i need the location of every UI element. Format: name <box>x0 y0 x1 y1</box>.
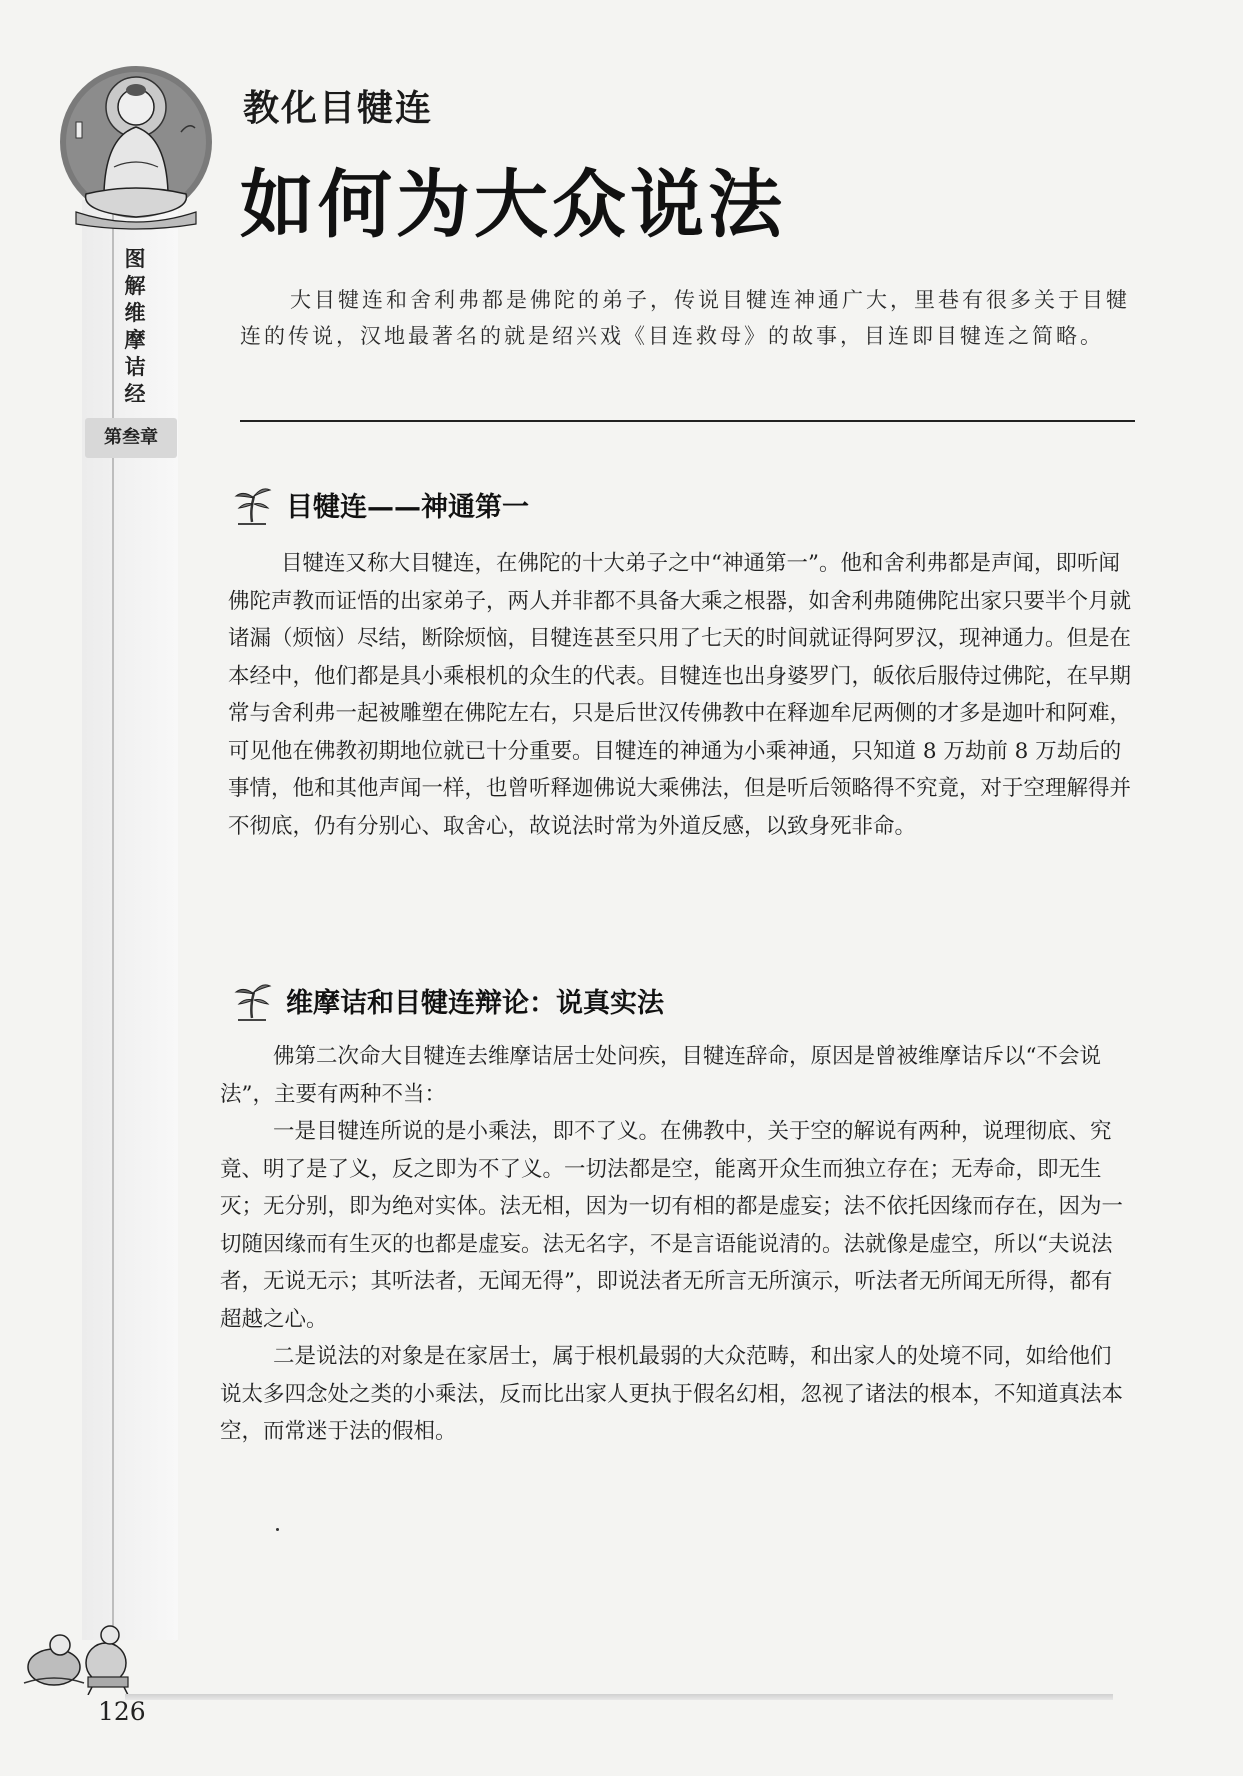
intro-paragraph: 大目犍连和舍利弗都是佛陀的弟子，传说目犍连神通广大，里巷有很多关于目犍连的传说，汉地最著名的就是绍兴戏《目连救母》的故事，目连即目犍连之简略。 <box>240 288 1130 348</box>
buddha-illustration <box>56 62 216 232</box>
chapter-tab: 第叁章 <box>85 418 177 458</box>
tree-icon <box>230 482 274 526</box>
intro-divider <box>240 420 1135 422</box>
monks-illustration <box>14 1605 144 1695</box>
stray-mark <box>276 1528 279 1531</box>
paragraph: 二是说法的对象是在家居士，属于根机最弱的大众范畴，和出家人的处境不同，如给他们说太多四念处之类的小乘法，反而比出家人更执于假名幻相，忽视了诸法的根本，不知道真法本空，而常迷于法的假相。 <box>220 1344 1124 1444</box>
section-heading <box>230 978 664 1022</box>
footer-rule <box>125 1694 1113 1700</box>
side-strip <box>82 200 178 1640</box>
page-number: 126 <box>98 1697 146 1726</box>
book-title-char: 经 <box>124 382 146 406</box>
book-title-char: 解 <box>124 274 146 298</box>
tree-icon <box>230 978 274 1022</box>
page-title: 如何为大众说法 <box>240 162 786 248</box>
section-body <box>228 545 1133 845</box>
section-subtitle: 教化目犍连 <box>243 88 434 129</box>
book-title-char: 维 <box>124 301 146 325</box>
book-title-char: 摩 <box>124 328 146 352</box>
paragraph: 佛第二次命大目犍连去维摩诘居士处问疾，目犍连辞命，原因是曾被维摩诘斥以“不会说法”，主要有两种不当： <box>220 1044 1101 1107</box>
section-heading <box>230 482 529 526</box>
book-title-char: 诘 <box>124 355 146 379</box>
book-title-char: 图 <box>124 247 146 271</box>
section-heading-text: 目犍连——神通第一 <box>286 491 529 523</box>
paragraph: 目犍连又称大目犍连，在佛陀的十大弟子之中“神通第一”。他和舍利弗都是声闻，即听闻佛陀声教而证悟的出家弟子，两人并非都不具备大乘之根器，如舍利弗随佛陀出家只要半个月就诸漏（烦恼）尽结，断除烦恼，目犍连甚至只用了七天的时间就证得阿罗汉，现神通力。但是在本经中，他们都是具小乘根机的众生的代表。目犍连也出身婆罗门，皈依后服侍过佛陀，在早期常与舍利弗一起被雕塑在佛陀左右，只是后世汉传佛教中在释迦牟尼两侧的才多是迦叶和阿难，可见他在佛教初期地位就已十分重要。目犍连的神通为小乘神通，只知道 8 万劫前 8 万劫后的事情，他和其他声闻一样，也曾听释迦佛说大乘佛法，但是听后领略得不究竟，对于空理解得并不彻底，仍有分别心、取舍心，故说法时常为外道反感，以致身死非命。 <box>228 551 1132 839</box>
paragraph: 一是目犍连所说的是小乘法，即不了义。在佛教中，关于空的解说有两种，说理彻底、究竟、明了是了义，反之即为不了义。一切法都是空，能离开众生而独立存在；无寿命，即无生灭；无分别，即为绝对实体。法无相，因为一切有相的都是虚妄；法不依托因缘而存在，因为一切随因缘而有生灭的也都是虚妄。法无名字，不是言语能说清的。法就像是虚空，所以“夫说法者，无说无示；其听法者，无闻无得”，即说法者无所言无所演示，听法者无所闻无所得，都有超越之心。 <box>220 1119 1124 1332</box>
book-title-vertical <box>118 246 152 408</box>
section-body <box>220 1038 1125 1451</box>
section-heading-text: 维摩诘和目犍连辩论：说真实法 <box>286 987 664 1019</box>
